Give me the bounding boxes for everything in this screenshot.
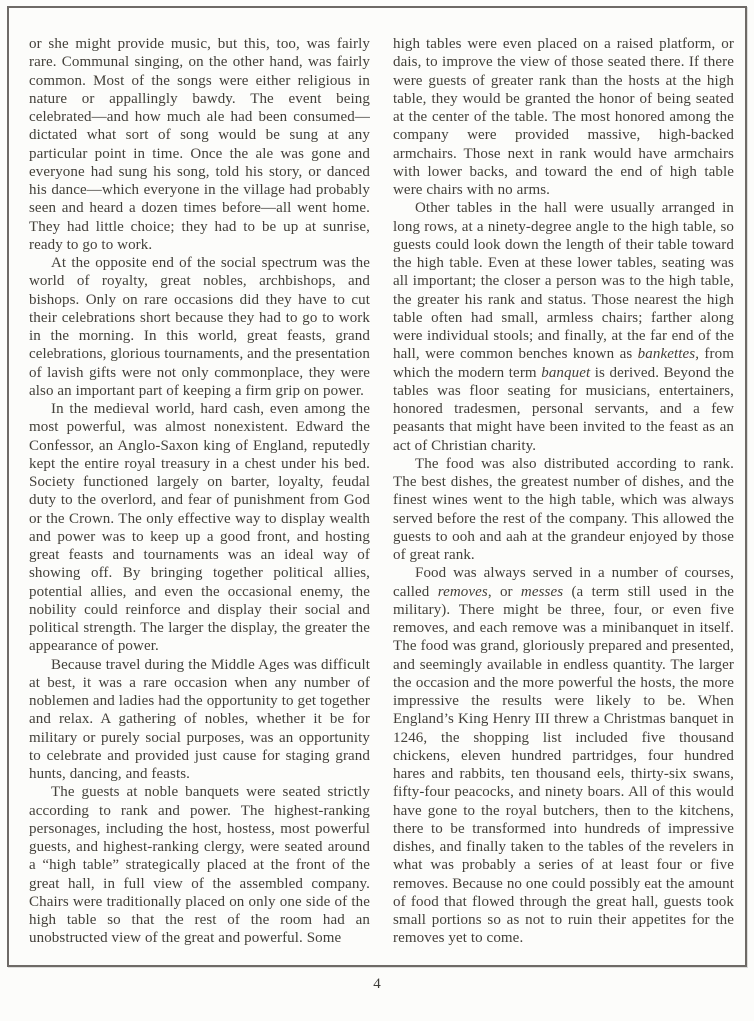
page-border: [7, 6, 747, 967]
paragraph: high tables were even placed on a raised platform, or dais, to improve the view of those seated there. If there were guests of greater rank than the hosts at the high table, they would be granted the honor of being seated at the center of the table. The most honored among the company were provided massive, high-backed armchairs. Those next in rank would have armchairs with lower backs, and toward the end of high table were chairs with no arms.: [393, 36, 734, 198]
paragraph: Food was always served in a number of courses, called removes, or messes (a term still used in the military). There might be three, four, or even five removes, and each remove was a minibanquet in itself. The food was grand, gloriously prepared and presented, and seemingly available in endless quantity. The larger the occasion and the more powerful the hosts, the more impressive the results were likely to be. When England’s King Henry III threw a Christmas banquet in 1246, the shopping list included five thousand chickens, eleven hundred partridges, four hundred hares and rabbits, ten thousand eels, thirty-six swans, fifty-four peacocks, and ninety boars. All of this would have gone to the royal butchers, then to the kitchens, there to be transformed into hundreds of impressive dishes, and finally taken to the tables of the revelers in what was probably a series of at least four or five removes. Because no one could possibly eat the amount of food that flowed through the great hall, guests took small portions so as not to ruin their appetites for the removes yet to come.: [393, 565, 734, 947]
paragraph: At the opposite end of the social spectrum was the world of royalty, great nobles, archbishops, and bishops. Only on rare occasions did they have to cut their celebrations short because they had to go to work in the morning. In this world, great feasts, grand celebrations, glorious tournaments, and the presentation of lavish gifts were not only commonplace, they were also an important part of keeping a firm grip on power.: [29, 255, 370, 399]
paragraph: or she might provide music, but this, too, was fairly rare. Communal singing, on the other hand, was fairly common. Most of the songs were either religious in nature or appallingly bawdy. The event being celebrated—and how much ale had been consumed—dictated what sort of song would be sung at any particular point in time. Once the ale was gone and everyone had sung his song, told his story, or danced his dance—which everyone in the village had probably seen and heard a dozen times before—all went home. They had little choice; they had to be up at sunrise, ready to go to work.: [29, 36, 370, 253]
page-number: 4: [373, 976, 381, 992]
page-content: [29, 35, 734, 948]
paragraph: The food was also distributed according to rank. The best dishes, the greatest number of dishes, and the finest wines went to the high table, which was always served before the rest of the company. This allowed the guests to ooh and aah at the grandeur enjoyed by those of great rank.: [393, 455, 734, 563]
paragraph: The guests at noble banquets were seated strictly according to rank and power. The highest-ranking personages, including the host, hostess, most powerful guests, and highest-ranking clergy, were seated around a “high table” strategically placed at the front of the great hall, in full view of the assembled company. Chairs were traditionally placed on only one side of the high table so that the rest of the room had an unobstructed view of the great and powerful. Some: [29, 784, 370, 947]
paragraph: Other tables in the hall were usually arranged in long rows, at a ninety-degree angle to the high table, so guests could look down the length of their table toward the high table. Even at these lower tables, seating was all important; the closer a person was to the high table, the greater his rank and status. Those nearest the high table often had small, armless chairs; farther along were individual stools; and finally, at the far end of the hall, were common benches known as bankettes, from which the modern term banquet is derived. Beyond the tables was floor seating for musicians, entertainers, honored tradesmen, personal servants, and a few peasants that might have been invited to the feast as an act of Christian charity.: [393, 200, 734, 454]
paragraph: Because travel during the Middle Ages was difficult at best, it was a rare occasion when any number of noblemen and ladies had the opportunity to get together and relax. A gathering of nobles, whether it be for military or purely social purposes, was an opportunity to celebrate and provided just cause for staging grand hunts, dancing, and feasts.: [29, 656, 370, 782]
text-column-right: [393, 35, 734, 948]
paragraph: In the medieval world, hard cash, even among the most powerful, was almost nonexistent. Edward the Confessor, an Anglo-Saxon king of England, reputedly kept the entire royal treasury in a chest under his bed. Society functioned largely on barter, loyalty, feudal duty to the overlord, and fear of punishment from God or the Crown. The only effective way to display wealth and power was to keep up a good front, and hosting great feasts and tournaments was an ideal way of showing off. By bringing together political allies, potential allies, and even the occasional enemy, the nobility could reinforce and display their social and political strength. The larger the display, the greater the appearance of power.: [29, 401, 370, 655]
text-column-left: [29, 35, 370, 948]
